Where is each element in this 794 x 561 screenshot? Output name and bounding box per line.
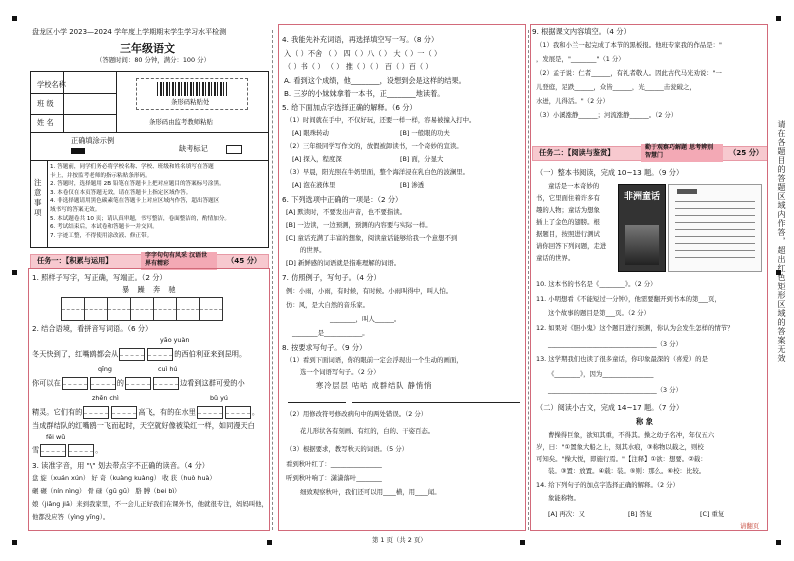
option[interactable]: [A] 探入，程度深 <box>292 155 342 163</box>
q1-words: 暴 躁 奔 驰 <box>122 285 179 294</box>
q4-row: 入（ ）不舍 （ ） 四（ ）八（ ） 大（ ）一（ ） <box>284 49 442 58</box>
option[interactable]: [B] 答复 <box>628 510 653 518</box>
answer-area-frame <box>28 268 270 531</box>
passage-heading: 称 象 <box>636 417 653 426</box>
pinyin: zhēn chì <box>92 394 119 402</box>
turn-page-note: 请翻页 <box>740 522 760 530</box>
column-divider <box>528 30 529 530</box>
question-4: 4. 我能先补充词语，再选择填空写一写。（8 分） <box>282 35 439 44</box>
q3-row: 碾 碾（nín nìng） 骨 碌（gū gū） 胳 膊（bei bì） <box>32 487 181 495</box>
pinyin: fēi wǔ <box>46 433 66 441</box>
barcode-label: 条形码粘贴处 <box>171 98 210 106</box>
answer-line[interactable]: 看到秋叶红了：________________ <box>286 460 382 468</box>
answer-line[interactable]: 听到秋叶响了：潇潇落叶________ <box>286 474 382 482</box>
registration-mark <box>12 16 17 21</box>
time-note: （答题时间：80 分钟，满分：100 分） <box>96 56 210 64</box>
question-2: 2. 结合语境，看拼音写词语。（6 分） <box>32 324 153 333</box>
answer-line[interactable]: __________________________________（3 分） <box>548 386 682 394</box>
q3-row: 他都没应答（yìng yīng）。 <box>32 513 110 521</box>
option[interactable]: [C] 重复 <box>700 510 725 518</box>
subject-title: 三年级语文 <box>120 42 175 55</box>
option[interactable]: [B] 一般眼的功夫 <box>400 129 450 137</box>
q2-line: 当成群结队的红嘴鸥一飞而起时，天空就好像被染红一样，如同漫天白 <box>32 421 255 430</box>
section-banner: 任务二：【阅读与鉴赏】 勤于观察巧解题 思考辨别智慧门 （25 分） <box>532 146 768 161</box>
question-5: 5. 给下面加点字选择正确的解释。（6 分） <box>282 103 417 112</box>
registration-mark <box>267 540 272 545</box>
pinyin: cuì hú <box>158 365 178 373</box>
absent-checkbox[interactable] <box>226 145 242 154</box>
class-label: 班 级 <box>37 99 54 108</box>
option[interactable]: [D] 新鲜感的词语就是指难理解的词语。 <box>286 259 401 267</box>
option[interactable]: [C] 童话充满了丰富的想象，阅读童话能够给我一个意想不到 <box>286 234 458 242</box>
q3-row: 娘（jiāng jiā）来到我家里，不一会儿正好我们在课外书，他就很专注，妈妈叫他， <box>32 500 268 508</box>
side-instruction: 请在各题目的答题区域内作答，超出红色矩形区域的答案无效 <box>777 120 786 363</box>
book-cover-image: 非洲童话 <box>618 184 666 272</box>
answer-line[interactable]: 《________》，因为________________ <box>548 370 654 378</box>
barcode-area <box>136 78 248 110</box>
page-number: 第 1 页（共 2 页） <box>372 536 427 544</box>
question-1: 1. 照样子写字，写正确，写端正。（2 分） <box>32 273 167 282</box>
question-6: 6. 下列选项中正确的一项是：（2 分） <box>282 195 403 204</box>
option[interactable]: [A] 再次：又 <box>548 510 585 518</box>
question-9: 9. 根据课文内容填空。（4 分） <box>532 27 631 36</box>
option[interactable]: [B] 一边读，一边预测，预测的内容要与实际一样。 <box>286 221 432 229</box>
pinyin: qīng <box>98 365 112 373</box>
question-3: 3. 读准字音，用 "\" 划去带点字不正确的读音。（4 分） <box>32 461 209 470</box>
answer-line[interactable]: ________，叫人______。 <box>330 315 401 323</box>
barcode-icon <box>157 82 227 96</box>
word-bank: 寒冷层层 咕咕 成群结队 静悄悄 <box>316 381 433 390</box>
absent-label: 缺考标记 <box>179 144 208 153</box>
question-7: 7. 仿照例子，写句子。（4 分） <box>282 273 381 282</box>
question-11: 11. 小明想看《不能短过一分钟》，他需要翻开到书本的第___页， <box>536 295 721 303</box>
q3-row: 盘 旋（xuán xún） 好 奇（kuàng kuàng） 收 获（huò huà） <box>32 474 216 482</box>
q4-option: A. 看到这个成绩，他________，设想到会是这样的结果。 <box>284 76 466 85</box>
question-8: 8. 按要求写句子。（9 分） <box>282 343 367 352</box>
notes-label: 注意事项 <box>34 178 42 217</box>
pinyin: yāo yuàn <box>160 336 190 344</box>
name-label: 姓 名 <box>37 118 54 127</box>
option[interactable]: [B] 面，分显大 <box>400 155 444 163</box>
option[interactable]: [B] 渗透 <box>400 181 425 189</box>
notes-list: 1. 答题前，同学们务必将学校名称、学校、班级和姓名填写在答题 卡上，并按监考老师的指示粘贴条形码。 2. 答题时，选择题用 2B 铅笔在答题卡上把对应题目的答案标号涂黑。 3. 本卷仅在本页答题无效，请在答题卡上指定区域作答。 4. 非选择题请用黑色碳素笔在答题卡上对应区域内作答，超出答题区 域书写的答案无效。 5. 本试题卷共 10 页；请认真审题，书写整洁，卷面整洁的，酌情加分。 6. 考试结束后，本试卷和答题卡一并交回。 7. 字迹工整，不得使用涂改液、修正带。 <box>50 164 231 239</box>
reading-1-title: （一）整本书阅读，完成 10~13 题。（9 分） <box>536 168 684 177</box>
registration-mark <box>12 540 17 545</box>
exam-header-title: 盘龙区小学 2023—2024 学年度上学期期末学生学习水平检测 <box>32 28 227 36</box>
answer-line[interactable]: ________是____________。 <box>292 329 369 337</box>
question-13: 13. 这学期我们也读了很多童话，你印象最深的（喜爱）的是 <box>536 355 708 363</box>
registration-mark <box>520 540 525 545</box>
q4-option: B. 三岁的小妹妹拿着一本书，正________地读着。 <box>284 89 445 98</box>
answer-line[interactable]: __________________________________（3 分） <box>548 340 682 348</box>
question-10: 10. 这本书的书名是《________》。（2 分） <box>536 280 657 288</box>
answer-line[interactable]: 细致观察秋叶，我们还可以用____横，用____闻。 <box>300 488 441 496</box>
school-label: 学校名称 <box>37 80 66 89</box>
registration-mark <box>776 16 781 21</box>
option[interactable]: [A] 泡在液体里 <box>292 181 336 189</box>
section-banner: 任务一：【积累与运用】 字字句句有风采 汉语世界有精彩 （45 分） <box>30 254 269 269</box>
q4-row: （ ）书（ ） （ ） 推（ ）（ ） 百（ ）百（ ） <box>284 62 433 71</box>
option[interactable]: [A] 默读时，不要发出声音，也不要指读。 <box>286 208 407 216</box>
student-info-box <box>30 71 269 248</box>
answer-area-frame <box>530 24 768 531</box>
column-divider <box>272 30 273 530</box>
option[interactable]: [A] 眼珠转动 <box>292 129 329 137</box>
fill-example-label: 正确填涂示例 <box>71 136 115 145</box>
pinyin: bǔ yú <box>210 394 228 402</box>
question-12: 12. 如果对《胆小鬼》这个题目进行预测，你认为会发生怎样的情节？ <box>536 324 734 332</box>
filled-bubble-icon <box>71 148 85 154</box>
answer-area-frame <box>278 24 526 531</box>
registration-mark <box>12 270 17 275</box>
barcode-note: 条形码由监考教师粘贴 <box>149 118 213 126</box>
question-14: 14. 给下列句子的加点字选择正确的解释。（2 分） <box>536 481 679 489</box>
reading-2-title: （二）阅读小古文，完成 14~17 题。（7 分） <box>536 403 684 412</box>
registration-mark <box>776 540 781 545</box>
